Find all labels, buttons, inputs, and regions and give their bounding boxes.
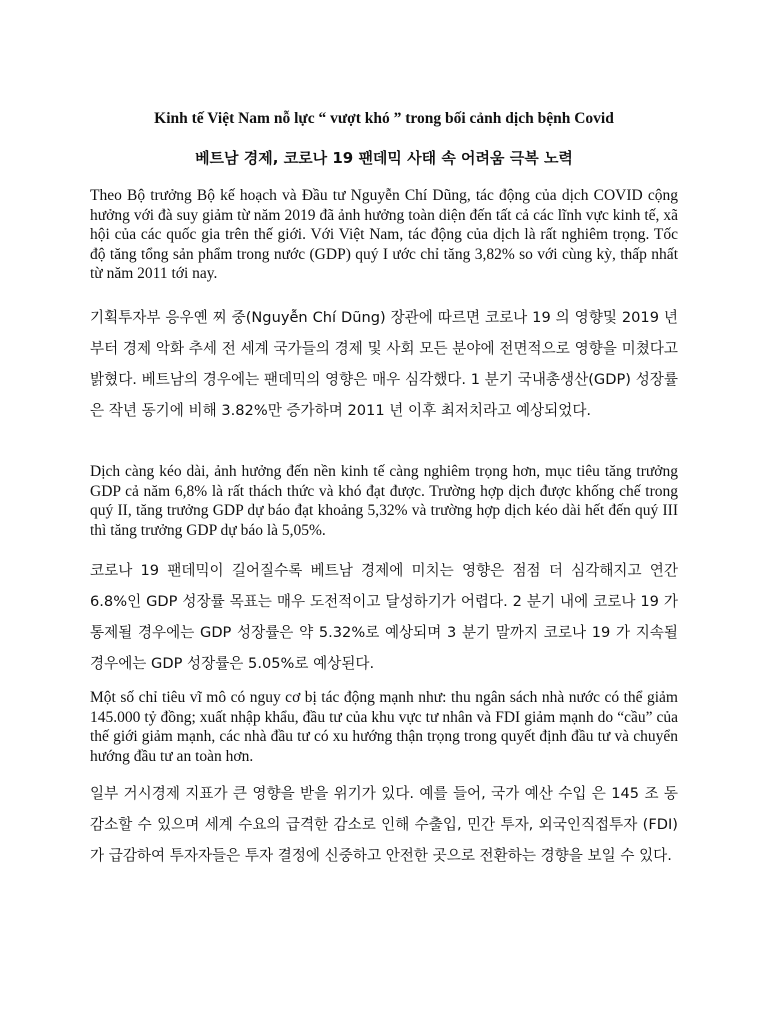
title-vietnamese: Kinh tế Việt Nam nỗ lực “ vượt khó ” trong bối cảnh dịch bệnh Covid	[154, 110, 614, 127]
title-korean: 베트남 경제, 코로나 19 팬데믹 사태 속 어려움 극복 노력	[195, 149, 573, 167]
paragraph-ko-1: 기획투자부 응우옌 찌 중(Nguyễn Chí Dũng) 장관에 따르면 코로나 19 의 영향및 2019 년부터 경제 악화 추세 전 세계 국가들의 경제 및 사회 모든 분야에 전면적으로 영향을 미쳤다고 밝혔다. 베트남의 경우에는 팬데믹의 영향은 매우 심각했다. 1 분기 국내총생산(GDP) 성장률은 작년 동기에 비해 3.82%만 증가하며 2011 년 이후 최저치라고 예상되었다.	[90, 309, 678, 419]
paragraph-vi-3: Một số chỉ tiêu vĩ mô có nguy cơ bị tác động mạnh như: thu ngân sách nhà nước có thể giảm 145.000 tỷ đồng; xuất nhập khẩu, đầu tư của khu vực tư nhân và FDI giảm mạnh do “cầu” của thế giới giảm mạnh, các nhà đầu tư có xu hướng thận trọng trong quyết định đầu tư và chuyển hướng đầu tư an toàn hơn.	[90, 689, 678, 765]
paragraph-vi-1: Theo Bộ trưởng Bộ kế hoạch và Đầu tư Nguyễn Chí Dũng, tác động của dịch COVID cộng hưởng với đà suy giảm từ năm 2019 đã ảnh hưởng toàn diện đến tất cả các lĩnh vực kinh tế, xã hội của các quốc gia trên thế giới. Với Việt Nam, tác động của dịch là rất nghiêm trọng. Tốc độ tăng tổng sản phẩm trong nước (GDP) quý I ước chỉ tăng 3,82% so với cùng kỳ, thấp nhất từ năm 2011 tới nay.	[90, 187, 678, 282]
paragraph-ko-2: 코로나 19 팬데믹이 길어질수록 베트남 경제에 미치는 영향은 점점 더 심각해지고 연간 6.8%인 GDP 성장률 목표는 매우 도전적이고 달성하기가 어렵다. 2 분기 내에 코로나 19 가 통제될 경우에는 GDP 성장률은 약 5.32%로 예상되며 3 분기 말까지 코로나 19 가 지속될 경우에는 GDP 성장률은 5.05%로 예상된다.	[90, 562, 678, 672]
paragraph-ko-3: 일부 거시경제 지표가 큰 영향을 받을 위기가 있다. 예를 들어, 국가 예산 수입 은 145 조 동 감소할 수 있으며 세계 수요의 급격한 감소로 인해 수출입, 민간 투자, 외국인직접투자 (FDI)가 급감하여 투자자들은 투자 결정에 신중하고 안전한 곳으로 전환하는 경향을 보일 수 있다.	[90, 785, 678, 864]
paragraph-vi-2: Dịch càng kéo dài, ảnh hưởng đến nền kinh tế càng nghiêm trọng hơn, mục tiêu tăng trưởng GDP cả năm 6,8% là rất thách thức và khó đạt được. Trường hợp dịch được khống chế trong quý II, tăng trưởng GDP dự báo đạt khoảng 5,32% và trường hợp dịch kéo dài hết đến quý III thì tăng trưởng GDP dự báo là 5,05%.	[90, 463, 678, 539]
